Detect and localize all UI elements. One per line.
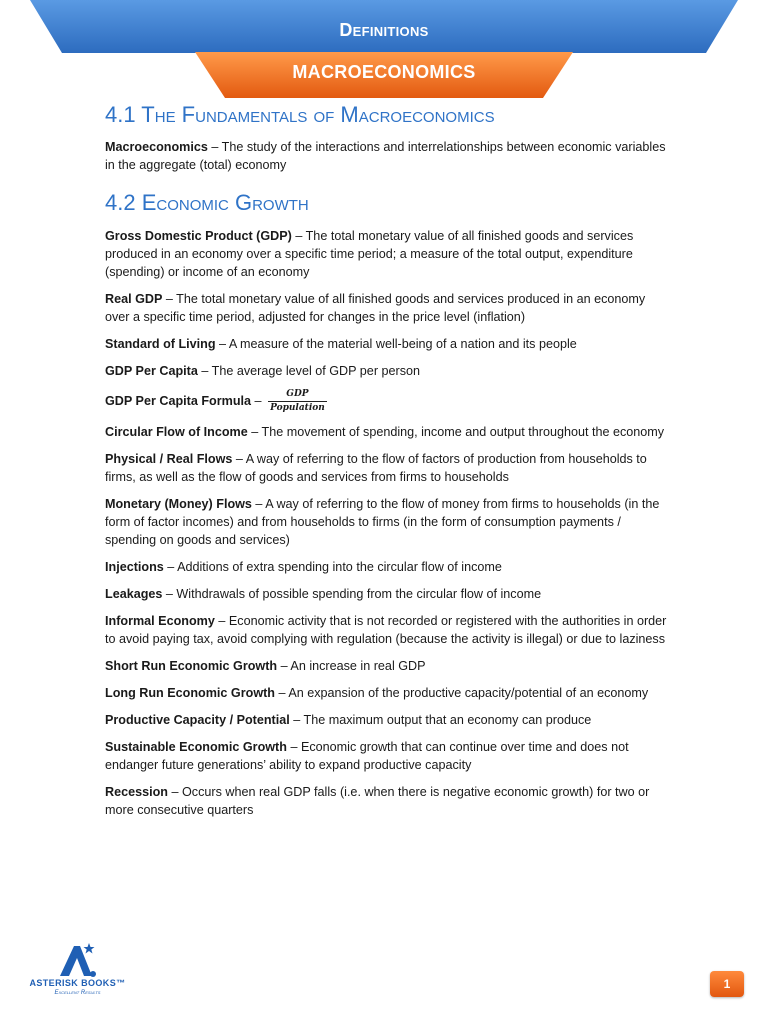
definition-text: – A measure of the material well-being of a nation and its people — [215, 337, 577, 351]
definition-item — [105, 423, 667, 441]
definition-item — [105, 657, 667, 675]
definition-term: Macroeconomics — [105, 140, 208, 154]
definition-term: Standard of Living — [105, 337, 216, 351]
definition-item — [105, 335, 667, 353]
formula-denominator: Population — [270, 403, 325, 413]
definition-term: Short Run Economic Growth — [105, 659, 278, 673]
definition-term: Injections — [105, 560, 164, 574]
definition-item — [105, 684, 667, 702]
asterisk-books-logo — [20, 940, 135, 1018]
definition-text: – Occurs when real GDP falls (i.e. when there is negative economic growth) for two or more consecutive quarters — [105, 785, 650, 817]
definition-term: Recession — [105, 785, 168, 799]
definition-item — [105, 227, 667, 281]
definition-item — [105, 389, 667, 414]
definition-term: GDP Per Capita Formula — [105, 393, 252, 408]
definition-item — [105, 495, 667, 549]
logo-name: ASTERISK BOOKS™ — [29, 978, 126, 988]
definition-item — [105, 558, 667, 576]
definition-text: – Additions of extra spending into the circular flow of income — [163, 560, 502, 574]
definition-text: – Withdrawals of possible spending from the circular flow of income — [162, 587, 542, 601]
logo-tagline: Excellent Results — [54, 990, 101, 996]
section-heading: 4.1 The Fundamentals of Macroeconomics — [105, 102, 495, 127]
definition-text: – An increase in real GDP — [277, 659, 426, 673]
definition-term: Long Run Economic Growth — [105, 686, 276, 700]
definition-text: – — [251, 393, 266, 408]
definition-item — [105, 138, 667, 174]
definition-text: – Economic growth that can continue over time and does not endanger future generations’ ability to expand productive capacity — [105, 740, 629, 772]
definition-term: Sustainable Economic Growth — [105, 740, 287, 754]
definition-item — [105, 612, 667, 648]
definition-item — [105, 783, 667, 819]
definition-term: Real GDP — [105, 292, 163, 306]
definition-item — [105, 450, 667, 486]
gdp-per-capita-formula — [268, 389, 327, 414]
definition-term: Productive Capacity / Potential — [105, 713, 290, 727]
definition-term: Monetary (Money) Flows — [105, 497, 252, 511]
definition-text: – A way of referring to the flow of money from firms to households (in the form of factor incomes) and from households to firms (in the form of consumption payments / spending on goods and services) — [105, 497, 660, 547]
definition-term: Leakages — [105, 587, 163, 601]
header-title: Definitions — [339, 20, 429, 40]
definition-text: – The maximum output that an economy can produce — [289, 713, 592, 727]
logo-mark-icon — [20, 940, 135, 980]
definition-text: – The average level of GDP per person — [197, 364, 421, 378]
definition-item — [105, 290, 667, 326]
definition-item — [105, 711, 667, 729]
definition-item — [105, 738, 667, 774]
subject-title: MACROECONOMICS — [292, 62, 476, 82]
definition-text: – An expansion of the productive capacity/potential of an economy — [275, 686, 649, 700]
definition-term: Physical / Real Flows — [105, 452, 233, 466]
definition-term: GDP Per Capita — [105, 364, 198, 378]
definition-item — [105, 362, 667, 380]
definition-text: – A way of referring to the flow of factors of production from households to firms, as well as the flow of goods and services from firms to households — [105, 452, 647, 484]
definition-text: – The study of the interactions and interrelationships between economic variables in the aggregate (total) economy — [105, 140, 666, 172]
section-heading: 4.2 Economic Growth — [105, 190, 309, 215]
formula-numerator: GDP — [268, 389, 327, 402]
definition-text: – The total monetary value of all finished goods and services produced in an economy over a specific time period; a measure of the total output, expenditure (spending) or income of an economy — [105, 229, 634, 279]
definition-text: – The movement of spending, income and output throughout the economy — [247, 425, 665, 439]
definition-term: Gross Domestic Product (GDP) — [105, 229, 292, 243]
definition-term: Circular Flow of Income — [105, 425, 248, 439]
definition-item — [105, 585, 667, 603]
page-number-badge: 1 — [710, 971, 744, 997]
definition-text: – The total monetary value of all finished goods and services produced in an economy over a specific time period, adjusted for changes in the price level (inflation) — [105, 292, 646, 324]
definition-text: – Economic activity that is not recorded or registered with the authorities in order to avoid paying tax, avoid complying with regulation (because the activity is illegal) or due to laziness — [105, 614, 667, 646]
definition-term: Informal Economy — [105, 614, 215, 628]
definitions-content — [105, 100, 667, 828]
